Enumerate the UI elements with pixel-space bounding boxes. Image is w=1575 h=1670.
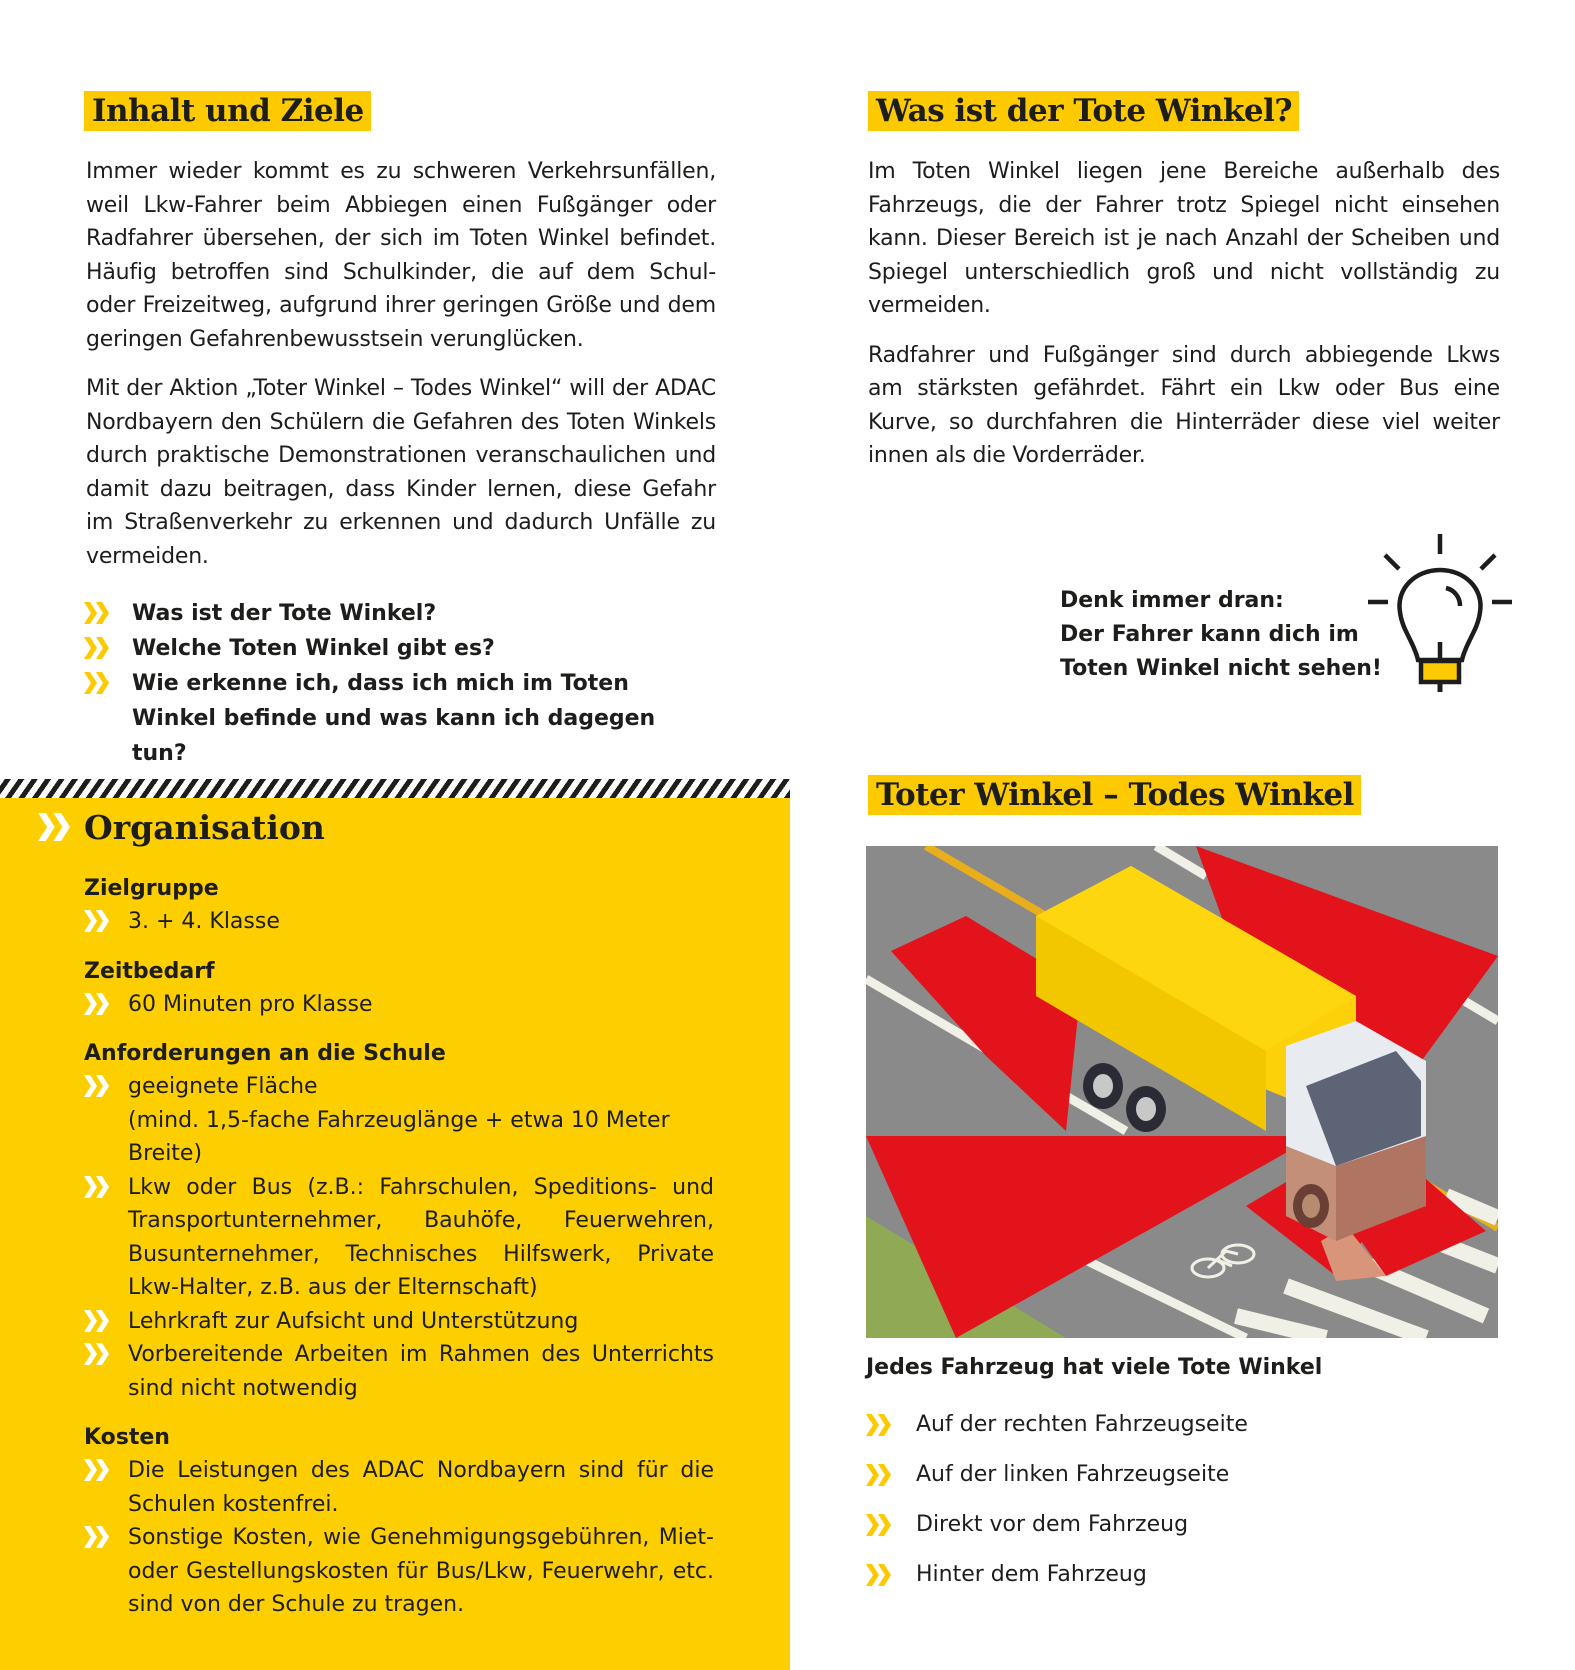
chevron-right-icon: [84, 910, 114, 934]
list-item: 3. + 4. Klasse: [84, 905, 714, 939]
list-item: Direkt vor dem Fahrzeug: [866, 1500, 1496, 1550]
area-note: (mind. 1,5-fache Fahrzeuglänge + etwa 10 Meter Breite): [128, 1107, 670, 1166]
list-item: Auf der rechten Fahrzeugseite: [866, 1400, 1496, 1450]
campaign-heading: Toter Winkel – Todes Winkel: [868, 775, 1361, 815]
hazard-stripe-divider: [0, 779, 790, 798]
list-item: 60 Minuten pro Klasse: [84, 988, 714, 1022]
chevron-right-icon: [866, 1564, 896, 1588]
list-item: Vorbereitende Arbeiten im Rahmen des Unterrichts sind nicht notwendig: [84, 1338, 714, 1405]
definition-text: [868, 155, 1500, 489]
blindspot-caption: Jedes Fahrzeug hat viele Tote Winkel: [866, 1355, 1323, 1380]
list-item: Hinter dem Fahrzeug: [866, 1550, 1496, 1600]
list-item: Was ist der Tote Winkel?: [84, 596, 714, 631]
organisation-content: [84, 872, 714, 1638]
chevron-right-icon: [866, 1414, 896, 1438]
chevron-right-icon: [84, 637, 114, 661]
list-item: Sonstige Kosten, wie Genehmigungsgebühren, Miet- oder Gestellungskosten für Bus/Lkw, Feuerwehr, etc. sind von der Schule zu tragen.: [84, 1521, 714, 1622]
list-item: Welche Toten Winkel gibt es?: [84, 631, 714, 666]
chevron-right-icon: [84, 1459, 114, 1483]
list-item: Wie erkenne ich, dass ich mich im Toten Winkel befinde und was kann ich dagegen tun?: [84, 666, 714, 771]
list-item: Lkw oder Bus (z.B.: Fahrschulen, Speditions- und Transportunternehmer, Bauhöfe, Feuerwehren, Busunternehmer, Technisches Hilfswerk, Private Lkw-Halter, z.B. aus der Elternschaft): [84, 1171, 714, 1305]
chevron-right-icon: [84, 993, 114, 1017]
chevron-right-icon: [84, 1075, 114, 1099]
chevron-right-icon: [38, 813, 84, 843]
intro-paragraph: Mit der Aktion „Toter Winkel – Todes Winkel“ will der ADAC Nordbayern den Schülern die Gefahren des Toten Winkels durch praktische Demonstrationen veranschaulichen und damit dazu beitragen, dass Kinder lernen, diese Gefahr im Straßenverkehr zu erkennen und dadurch Unfälle zu vermeiden.: [86, 376, 716, 569]
chevron-right-icon: [84, 1176, 114, 1200]
organisation-heading: Organisation: [38, 808, 325, 847]
intro-text: [86, 155, 716, 589]
list-item: geeignete Fläche (mind. 1,5-fache Fahrzeuglänge + etwa 10 Meter Breite): [84, 1070, 714, 1171]
chevron-right-icon: [84, 1526, 114, 1550]
definition-paragraph: Im Toten Winkel liegen jene Bereiche außerhalb des Fahrzeugs, die der Fahrer trotz Spiegel nicht einsehen kann. Dieser Bereich ist je nach Anzahl der Scheiben und Spiegel unterschiedlich groß und nicht vollständig zu vermeiden.: [868, 159, 1500, 318]
chevron-right-icon: [866, 1464, 896, 1488]
chevron-right-icon: [866, 1514, 896, 1538]
zielgruppe-label: Zielgruppe: [84, 876, 219, 901]
zeitbedarf-group: [84, 955, 714, 1022]
chevron-right-icon: [84, 1343, 114, 1367]
anforderungen-label: Anforderungen an die Schule: [84, 1041, 446, 1066]
zielgruppe-group: [84, 872, 714, 939]
list-item: Lehrkraft zur Aufsicht und Unterstützung: [84, 1305, 714, 1339]
lightbulb-icon: [1368, 530, 1518, 696]
chevron-right-icon: [84, 1310, 114, 1334]
intro-paragraph: Immer wieder kommt es zu schweren Verkehrsunfällen, weil Lkw-Fahrer beim Abbiegen einen Fußgänger oder Radfahrer übersehen, der sich im Toten Winkel befindet. Häufig betroffen sind Schulkinder, die auf dem Schul- oder Freizeitweg, aufgrund ihrer geringen Größe und dem geringen Gefahrenbewusstsein verunglücken.: [86, 159, 716, 352]
truck-blind-spot-illustration: [866, 846, 1498, 1338]
list-item: Die Leistungen des ADAC Nordbayern sind für die Schulen kostenfrei.: [84, 1454, 714, 1521]
zeitbedarf-label: Zeitbedarf: [84, 958, 215, 984]
chevron-right-icon: [84, 602, 114, 626]
list-item: Auf der linken Fahrzeugseite: [866, 1450, 1496, 1500]
definition-heading: Was ist der Tote Winkel?: [868, 91, 1299, 131]
intro-heading: Inhalt und Ziele: [84, 91, 371, 131]
tip-callout: Denk immer dran: Der Fahrer kann dich im Toten Winkel nicht sehen!: [1060, 588, 1382, 681]
kosten-label: Kosten: [84, 1425, 170, 1450]
anforderungen-group: [84, 1037, 714, 1405]
definition-paragraph: Radfahrer und Fußgänger sind durch abbiegende Lkws am stärksten gefährdet. Fährt ein Lkw oder Bus eine Kurve, so durchfahren die Hinterräder diese viel weiter innen als die Vorderräder.: [868, 342, 1500, 468]
intro-question-list: [84, 596, 714, 771]
blindspot-list: [866, 1400, 1496, 1600]
chevron-right-icon: [84, 672, 114, 696]
kosten-group: [84, 1421, 714, 1622]
